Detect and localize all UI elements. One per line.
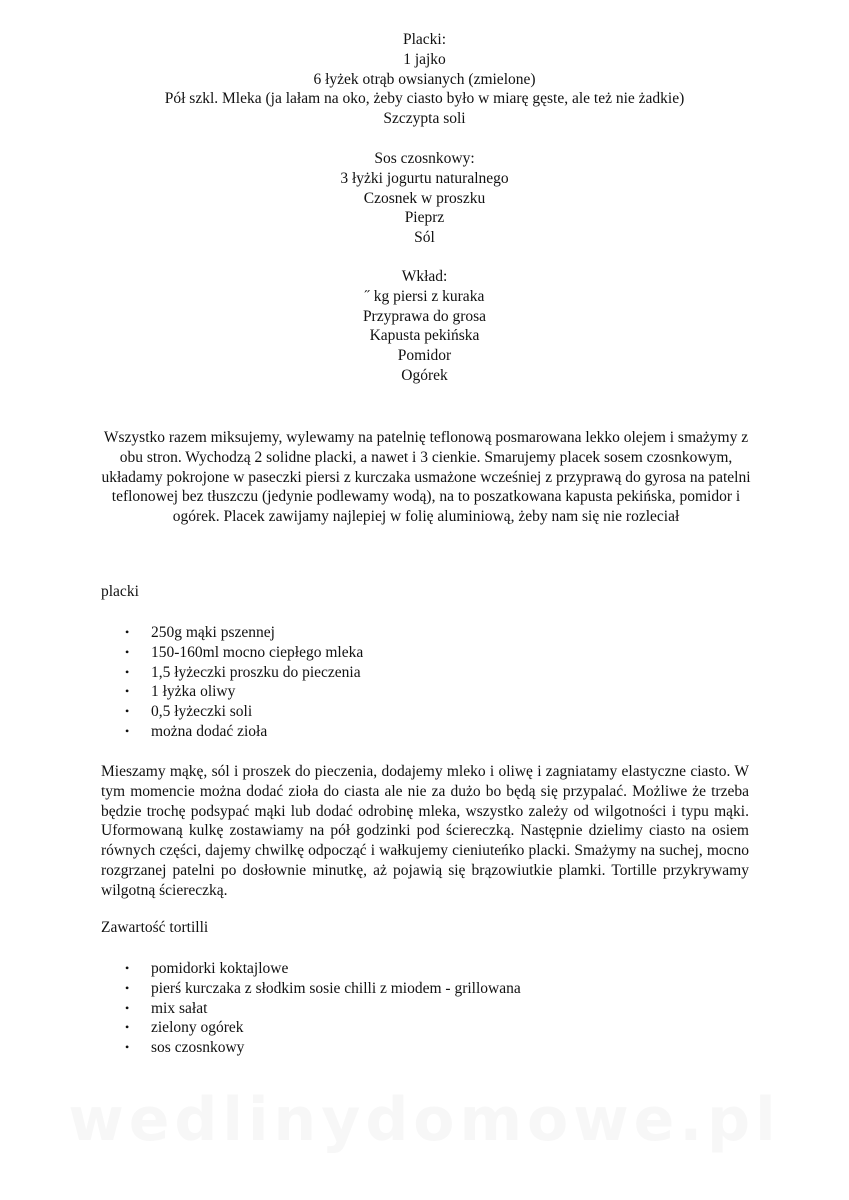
garlic-sauce-block [0,149,849,248]
placki-ingredient: Pół szkl. Mleka (ja lałam na oko, żeby ciasto było w miarę gęste, ale też nie żadkie) [164,90,685,108]
placki-ingredient: 6 łyżek otrąb owsianych (zmielone) [313,70,536,88]
bullet-icon: • [125,961,130,975]
tortilla-dough-heading: placki [101,583,139,600]
list-item [101,643,363,663]
filling-ingredient: Pomidor [397,347,452,365]
garlic-sauce-ingredient: Czosnek w proszku [363,189,486,207]
garlic-sauce-ingredient: Pieprz [404,209,445,227]
site-watermark: wedlinydomowe.pl [68,1085,781,1155]
list-item-text: pierś kurczaka z słodkim sosie chilli z miodem - grillowana [151,979,521,997]
list-item-text: 0,5 łyżeczki soli [151,703,253,721]
placki-recipe-block [0,30,849,129]
bullet-icon: • [125,1000,130,1015]
list-item [101,959,521,979]
bullet-icon: • [125,1020,130,1035]
bullet-icon: • [125,723,130,738]
list-item-text: 1,5 łyżeczki proszku do pieczenia [151,663,361,681]
tortilla-method-paragraph: Mieszamy mąkę, sól i proszek do pieczenia, dodajemy mleko i oliwę i zagniatamy elastyczne ciasto. W tym momencie można dodać zioła do ciasta ale nie za dużo bo będą się przypalać. Możliwe że trzeba będzie trochę podsypać mąki lub dodać odrobinę mleka, wszystko zależy od wilgotności i typu mąki. Uformowaną kulkę zostawiamy na pół godzinki pod ściereczką. Następnie dzielimy ciasto na osiem równych części, dajemy chwilkę odpocząć i wałkujemy cieniuteńko placki. Smażymy na suchej, mocno rozgrzanej patelni po dosłownie minutkę, aż pojawią się brązowiutkie plamki. Tortille przykrywamy wilgotną ściereczką. [101,763,749,899]
list-item-text: można dodać zioła [151,722,268,740]
list-item-text: zielony ogórek [151,1019,244,1037]
bullet-icon: • [125,664,130,679]
list-item-text: 250g mąki pszennej [151,624,275,641]
list-item-text: sos czosnkowy [151,1039,245,1057]
list-item-text: 150-160ml mocno ciepłego mleka [151,643,364,661]
list-item [101,623,363,643]
garlic-sauce-ingredient: Sól [414,229,435,247]
bullet-icon: • [125,704,130,719]
filling-ingredient: ˝ kg piersi z kuraka [364,287,485,305]
bullet-icon: • [125,684,130,699]
filling-ingredient: Kapusta pekińska [369,327,480,345]
garlic-sauce-ingredient: 3 łyżki jogurtu naturalnego [340,169,509,187]
list-item-text: mix sałat [151,999,208,1017]
list-item [101,682,363,702]
list-item-text: pomidorki koktajlowe [151,960,289,977]
placki-ingredient: Szczypta soli [383,110,466,128]
filling-heading: Wkład: [401,268,448,285]
tortilla-contents-list [101,959,521,1058]
filling-block [0,267,849,386]
bullet-icon: • [125,1040,130,1055]
list-item [101,722,363,742]
tortilla-dough-ingredient-list [101,623,363,742]
filling-ingredient: Ogórek [401,366,448,384]
list-item [101,663,363,683]
placki-ingredient: 1 jajko [403,50,446,68]
list-item [101,979,521,999]
bullet-icon: • [125,644,130,659]
placki-heading: Placki: [402,31,447,48]
list-item-text: 1 łyżka oliwy [151,683,236,701]
filling-ingredient: Przyprawa do grosa [362,307,487,325]
list-item [101,1018,521,1038]
garlic-sauce-heading: Sos czosnkowy: [374,150,475,167]
intro-paragraph: Wszystko razem miksujemy, wylewamy na patelnię teflonową posmarowana lekko olejem i smażymy z obu stron. Wychodzą 2 solidne placki, a nawet i 3 cienkie. Smarujemy placek sosem czosnkowym, układamy pokrojone w paseczki piersi z kurczaka usmażone wcześniej z przyprawą do gyrosa na patelni teflonowej bez tłuszczu (jedynie podlewamy wodą), na to poszatkowana kapusta pekińska, pomidor i ogórek. Placek zawijamy najlepiej w folię aluminiową, żeby nam się nie rozleciał [101,429,751,526]
bullet-icon: • [125,980,130,995]
list-item [101,1038,521,1058]
list-item [101,999,521,1019]
list-item [101,702,363,722]
tortilla-contents-heading: Zawartość tortilli [101,919,209,936]
bullet-icon: • [125,625,130,639]
